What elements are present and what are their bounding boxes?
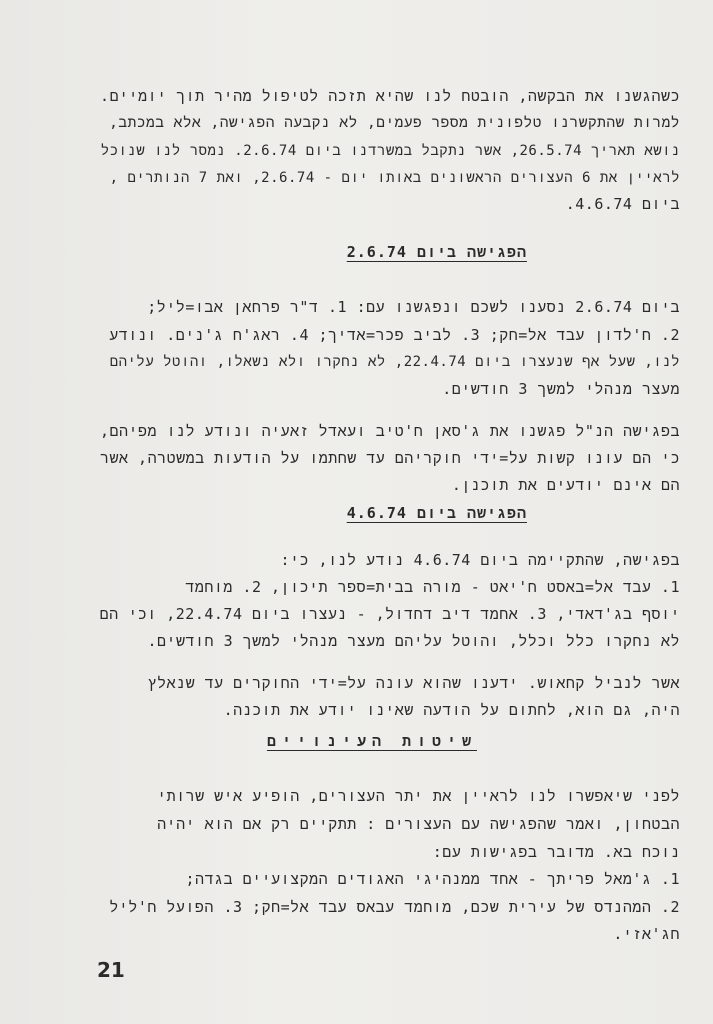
text-line: לנו, שעל אף שנעצרו ביום 22.4.74, לא נחקרו ולא נשאלו, והוטל עליהם	[109, 354, 680, 370]
text-line: נושא תאריך 26.5.74, אשר נתקבל במשרדנו ביום 2.6.74. נמסר לנו שנוכל	[100, 143, 680, 159]
text-line: 1. עבד אל=באסט ח'יאט - מורה בבית=ספר תיכון, 2. מוחמד	[185, 578, 680, 596]
page-number: 21	[97, 958, 125, 982]
text-line: בפגישה, שהתקיימה ביום 4.6.74 נודע לנו, כי:	[280, 551, 680, 569]
text-line: ביום 4.6.74.	[565, 195, 680, 213]
text-line: כי הם עונו קשות על=ידי חוקריהם עד שחתמו על הודעות במשטרה, אשר	[100, 449, 680, 467]
section-heading: שיטות העינויים	[266, 732, 477, 750]
text-line: נוכח בא. מדובר בפגישות עם:	[432, 843, 680, 861]
text-line: אשר לנביל קחאוש. ידענו שהוא עונה על=ידי החוקרים עד שנאלץ	[147, 674, 680, 692]
text-line: למרות שהתקשרנו טלפונית מספר פעמים, לא נקבעה הפגישה, אלא במכתב,	[109, 115, 680, 131]
text-line: 2. ח'לדון עבד אל=חק; 3. לביב פכר=אדיך; 4. ראג'ח ג'נים. ונודע	[109, 326, 680, 344]
text-line: יוסף בג'דאדי, 3. אחמד דיב דחדול, - נעצרו ביום 22.4.74, וכי הם	[99, 605, 680, 623]
section-heading: הפגישה ביום 4.6.74	[346, 504, 527, 522]
text-line: הם אינם יודעים את תוכנן.	[451, 476, 680, 494]
text-line: לפני שיאפשרו לנו לראיין את יתר העצורים, הופיע איש שרותי	[157, 787, 680, 805]
text-line: 2. המהנדס של עירית שכם, מוחמד עבאס עבד אל=חק; 3. הפועל ח'ליל	[109, 898, 680, 916]
text-line: חג'אזי.	[613, 925, 680, 943]
text-line: בפגישה הנ"ל פגשנו את ג'סאן ח'טיב ועאדל זאעיה ונודע לנו מפיהם,	[100, 422, 680, 440]
text-line: 1. ג'מאל פריתך - אחד ממנהיגי האגודים המקצועיים בגדה;	[185, 870, 680, 888]
text-line: ביום 2.6.74 נסענו לשכם ונפגשנו עם: 1. ד"ר פרחאן אבו=ליל;	[147, 298, 680, 316]
section-heading: הפגישה ביום 2.6.74	[346, 243, 527, 261]
text-line: לא נחקרו כלל וכלל, והוטל עליהם מעצר מנהלי למשך 3 חודשים.	[147, 632, 680, 650]
text-line: לראיין את 6 העצורים הראשונים באותו יום - 2.6.74, ואת 7 הנותרים ,	[109, 170, 680, 186]
text-line: היה, גם הוא, לחתום על הודעה שאינו יודע את תוכנה.	[223, 701, 680, 719]
text-line: הבטחון, ואמר שהפגישה עם העצורים : תתקיים רק אם הוא יהיה	[157, 815, 680, 833]
text-line: מעצר מנהלי למשך 3 חודשים.	[442, 380, 680, 398]
text-line: כשהגשנו את הבקשה, הובטח לנו שהיא תזכה לטיפול מהיר תוך יומיים.	[100, 87, 680, 105]
